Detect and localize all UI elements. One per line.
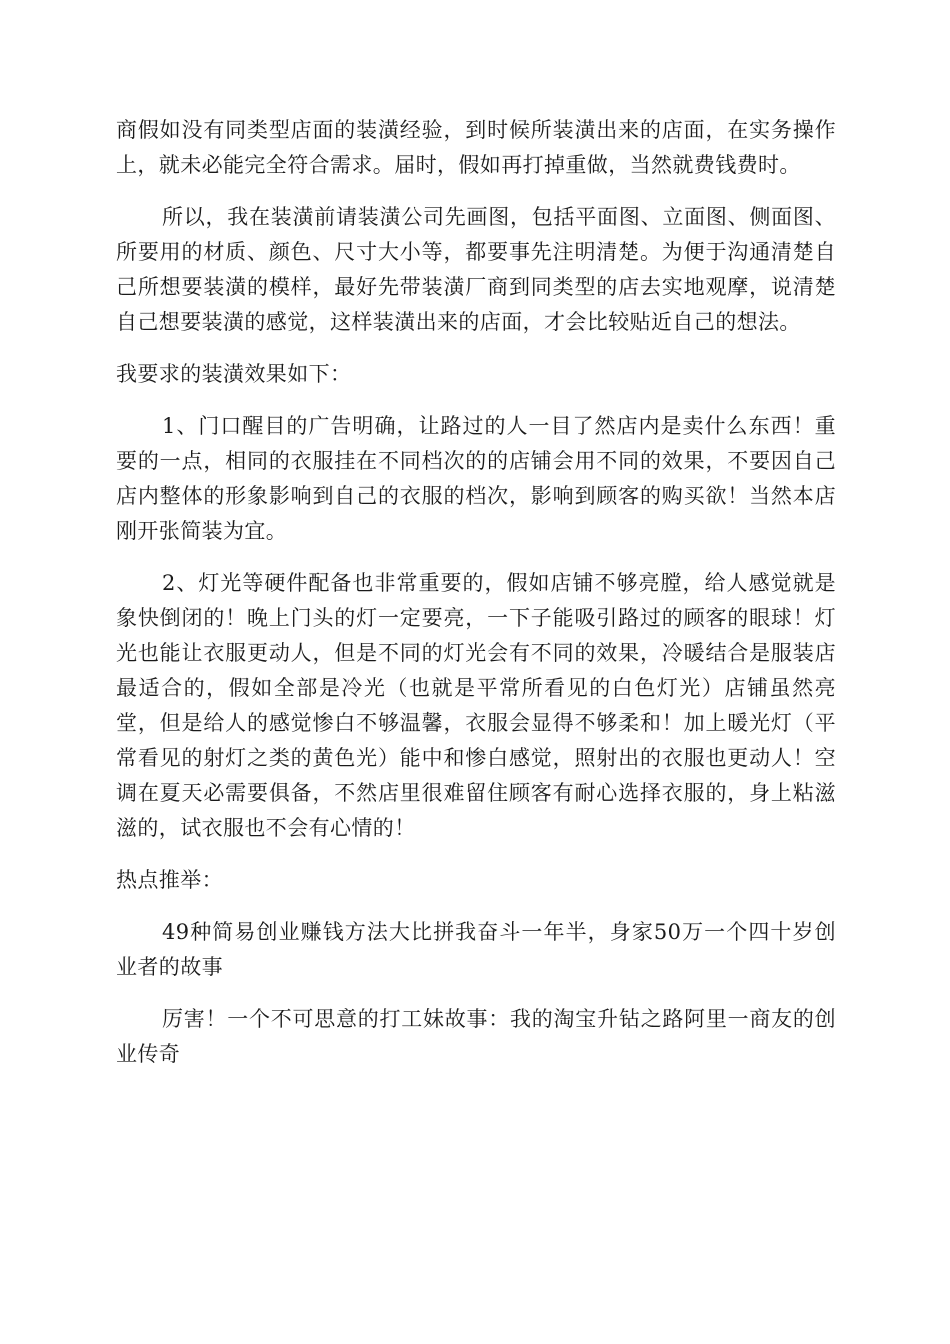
paragraph-continuation: 商假如没有同类型店面的装潢经验，到时候所装潢出来的店面，在实务操作上，就未必能完全符合需求。届时，假如再打掉重做，当然就费钱费时。 <box>116 118 836 177</box>
paragraph-design-plan: 所以，我在装潢前请装潢公司先画图，包括平面图、立面图、侧面图、所要用的材质、颜色、尺寸大小等，都要事先注明清楚。为便于沟通清楚自己所想要装潢的模样，最好先带装潢厂商到同类型的店去实地观摩，说清楚自己想要装潢的感觉，这样装潢出来的店面，才会比较贴近自己的想法。 <box>116 205 836 334</box>
document-page <box>116 113 836 1089</box>
list-item-lighting: 2、灯光等硬件配备也非常重要的，假如店铺不够亮膛，给人感觉就是象快倒闭的！晚上门头的灯一定要亮，一下子能吸引路过的顾客的眼球！灯光也能让衣服更动人，但是不同的灯光会有不同的效果，冷暖结合是服装店最适合的，假如全部是冷光（也就是平常所看见的白色灯光）店铺虽然亮堂，但是给人的感觉惨白不够温馨，衣服会显得不够柔和！加上暖光灯（平常看见的射灯之类的黄色光）能中和惨白感觉，照射出的衣服也更动人！空调在夏天必需要俱备，不然店里很难留住顾客有耐心选择衣服的，身上粘滋滋的，试衣服也不会有心情的！ <box>116 571 836 840</box>
recommended-link-2[interactable]: 厉害！一个不可思意的打工妹故事：我的淘宝升钻之路阿里一商友的创业传奇 <box>116 1007 836 1066</box>
section-heading-requirements: 我要求的装潢效果如下： <box>116 362 352 386</box>
list-item-signage: 1、门口醒目的广告明确，让路过的人一目了然店内是卖什么东西！重要的一点，相同的衣服挂在不同档次的的店铺会用不同的效果，不要因自己店内整体的形象影响到自己的衣服的档次，影响到顾客的购买欲！当然本店刚开张简装为宜。 <box>116 414 836 543</box>
recommended-link-1[interactable]: 49种简易创业赚钱方法大比拼我奋斗一年半，身家50万一个四十岁创业者的故事 <box>116 920 836 979</box>
section-heading-recommended: 热点推举： <box>116 868 223 892</box>
